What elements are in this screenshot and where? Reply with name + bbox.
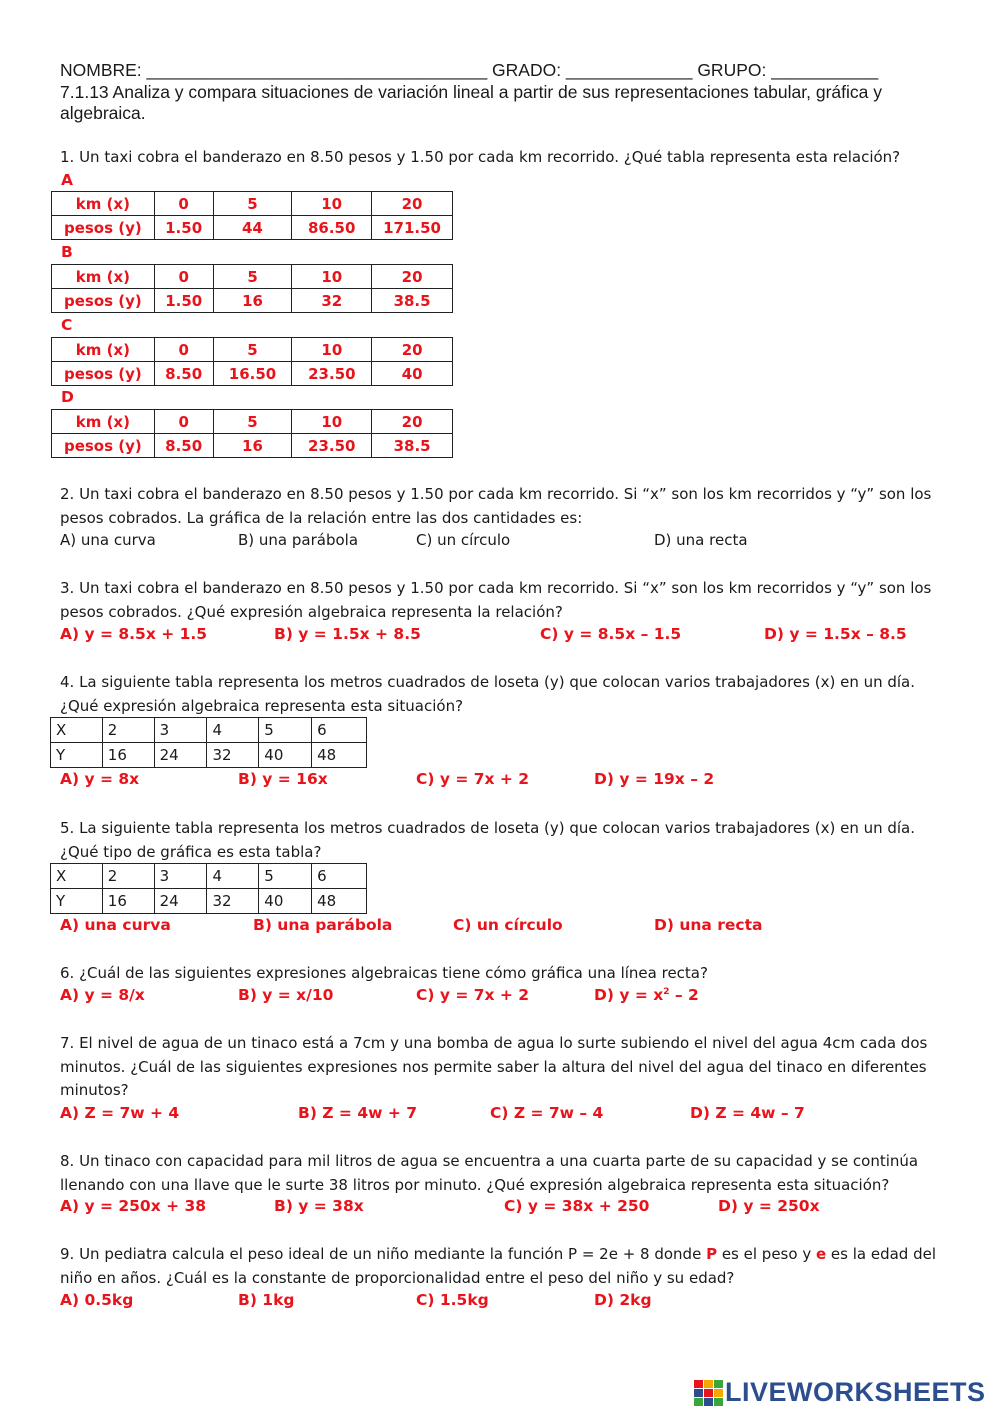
table-c-label: C xyxy=(61,316,73,334)
table-cell: 0 xyxy=(154,192,213,216)
table-cell: 20 xyxy=(372,265,453,289)
table-cell: 20 xyxy=(372,192,453,216)
table-cell: 0 xyxy=(154,265,213,289)
q8-option-d[interactable]: D) y = 250x xyxy=(718,1197,820,1215)
question-2-text: 2. Un taxi cobra el banderazo en 8.50 pesos y 1.50 por cada km recorrido. Si “x” son los km recorridos y “y” son los pesos cobrados. La gráfica de la relación entre las dos cantidades es: xyxy=(60,485,932,527)
table-cell: 38.5 xyxy=(372,289,453,313)
q4-option-a[interactable]: A) y = 8x xyxy=(60,770,140,788)
table-cell: 0 xyxy=(154,338,213,362)
table-d xyxy=(51,409,453,458)
table-cell: 16.50 xyxy=(213,362,292,386)
table-cell: 24 xyxy=(154,889,207,914)
table-cell: 6 xyxy=(312,718,367,743)
q9-var-e: e xyxy=(815,1245,827,1263)
question-6-text: 6. ¿Cuál de las siguientes expresiones algebraicas tiene cómo gráfica una línea recta? xyxy=(60,964,708,982)
table-cell: km (x) xyxy=(52,192,155,216)
table-cell: 0 xyxy=(154,410,213,434)
table-cell: 4 xyxy=(207,718,259,743)
table-cell: 5 xyxy=(259,718,312,743)
table-cell: 38.5 xyxy=(372,434,453,458)
question-1-text: 1. Un taxi cobra el banderazo en 8.50 pesos y 1.50 por cada km recorrido. ¿Qué tabla representa esta relación? xyxy=(60,148,901,166)
table-c xyxy=(51,337,453,386)
table-cell: 1.50 xyxy=(154,289,213,313)
q2-option-c[interactable]: C) un círculo xyxy=(416,531,511,549)
q5-option-b[interactable]: B) una parábola xyxy=(253,916,393,934)
table-cell: 32 xyxy=(207,743,259,768)
q6-option-a[interactable]: A) y = 8/x xyxy=(60,986,145,1004)
table-cell: pesos (y) xyxy=(52,362,155,386)
table-cell: pesos (y) xyxy=(52,289,155,313)
table-cell: km (x) xyxy=(52,265,155,289)
table-cell: 10 xyxy=(292,410,372,434)
table-cell: 40 xyxy=(372,362,453,386)
table-cell: 16 xyxy=(102,889,154,914)
q6-option-d-base: D) y = x xyxy=(594,986,664,1004)
exponent: 2 xyxy=(663,986,670,997)
q8-option-a[interactable]: A) y = 250x + 38 xyxy=(60,1197,207,1215)
table-cell: 48 xyxy=(312,889,367,914)
table-cell: X xyxy=(51,718,103,743)
table-cell: 86.50 xyxy=(292,216,372,240)
q9-var-p: P xyxy=(706,1245,718,1263)
table-cell: 16 xyxy=(213,434,292,458)
table-cell: 3 xyxy=(154,864,207,889)
table-cell: 171.50 xyxy=(372,216,453,240)
question-7-text: 7. El nivel de agua de un tinaco está a 7cm y una bomba de agua lo surte subiendo el nivel del agua 4cm cada dos minutos. ¿Cuál de las siguientes expresiones nos permite saber la altura del nivel del agua del tinaco en diferentes minutos? xyxy=(60,1034,928,1099)
logo-square xyxy=(694,1398,703,1406)
logo-mark-icon xyxy=(694,1380,722,1406)
table-b xyxy=(51,264,453,313)
q9-text-b: es el peso y xyxy=(717,1245,816,1263)
table-cell: 5 xyxy=(213,265,292,289)
table-cell: 24 xyxy=(154,743,207,768)
table-cell: X xyxy=(51,864,103,889)
logo-square xyxy=(694,1380,703,1388)
question-8-text: 8. Un tinaco con capacidad para mil litros de agua se encuentra a una cuarta parte de su capacidad y se continúa llenando con una llave que le surte 38 litros por minuto. ¿Qué expresión algebraica representa esta situación? xyxy=(60,1152,919,1194)
q2-option-b[interactable]: B) una parábola xyxy=(238,531,359,549)
q3-option-b[interactable]: B) y = 1.5x + 8.5 xyxy=(274,625,421,643)
q4-option-d[interactable]: D) y = 19x – 2 xyxy=(594,770,715,788)
q9-text-c: es la edad del niño en años. ¿Cuál es la constante de proporcionalidad entre el peso del niño y su edad? xyxy=(60,1245,937,1287)
q6-option-b[interactable]: B) y = x/10 xyxy=(238,986,334,1004)
q7-option-c[interactable]: C) Z = 7w – 4 xyxy=(490,1104,604,1122)
table-b-label: B xyxy=(61,243,73,261)
table-cell: 32 xyxy=(292,289,372,313)
table-cell: 20 xyxy=(372,410,453,434)
q3-option-c[interactable]: C) y = 8.5x – 1.5 xyxy=(540,625,682,643)
q4-table xyxy=(50,717,367,768)
table-cell: 16 xyxy=(213,289,292,313)
q6-option-d-tail: – 2 xyxy=(669,986,699,1004)
q7-option-d[interactable]: D) Z = 4w – 7 xyxy=(690,1104,805,1122)
q8-option-b[interactable]: B) y = 38x xyxy=(274,1197,364,1215)
q9-option-d[interactable]: D) 2kg xyxy=(594,1291,652,1309)
q9-option-c[interactable]: C) 1.5kg xyxy=(416,1291,489,1309)
q3-option-a[interactable]: A) y = 8.5x + 1.5 xyxy=(60,625,208,643)
q2-option-a[interactable]: A) una curva xyxy=(60,531,156,549)
table-a xyxy=(51,191,453,240)
logo-square xyxy=(704,1380,713,1388)
table-cell: 8.50 xyxy=(154,362,213,386)
logo-square xyxy=(714,1380,723,1388)
name-grade-group-line: NOMBRE: ___________________________________ GRADO: _____________ GRUPO: ___________ xyxy=(60,60,879,80)
table-cell: 1.50 xyxy=(154,216,213,240)
learning-objective: 7.1.13 Analiza y compara situaciones de variación lineal a partir de sus representaciones tabular, gráfica y algebraica. xyxy=(60,82,882,123)
table-cell: 23.50 xyxy=(292,362,372,386)
table-cell: 2 xyxy=(102,718,154,743)
q3-option-d[interactable]: D) y = 1.5x – 8.5 xyxy=(764,625,907,643)
table-cell: Y xyxy=(51,743,103,768)
q5-option-a[interactable]: A) una curva xyxy=(60,916,171,934)
table-d-label: D xyxy=(61,388,74,406)
table-cell: km (x) xyxy=(52,338,155,362)
table-cell: 10 xyxy=(292,192,372,216)
question-3-text: 3. Un taxi cobra el banderazo en 8.50 pesos y 1.50 por cada km recorrido. Si “x” son los km recorridos y “y” son los pesos cobrados. ¿Qué expresión algebraica representa la relación? xyxy=(60,579,932,621)
table-cell: 2 xyxy=(102,864,154,889)
q9-option-a[interactable]: A) 0.5kg xyxy=(60,1291,134,1309)
q6-option-c[interactable]: C) y = 7x + 2 xyxy=(416,986,530,1004)
table-cell: 10 xyxy=(292,338,372,362)
table-cell: 5 xyxy=(213,338,292,362)
table-cell: 6 xyxy=(312,864,367,889)
logo-square xyxy=(714,1389,723,1397)
table-cell: 44 xyxy=(213,216,292,240)
question-9-text xyxy=(60,1243,945,1290)
table-cell: 4 xyxy=(207,864,259,889)
table-cell: 40 xyxy=(259,889,312,914)
q7-option-a[interactable]: A) Z = 7w + 4 xyxy=(60,1104,180,1122)
table-cell: 16 xyxy=(102,743,154,768)
q7-option-b[interactable]: B) Z = 4w + 7 xyxy=(298,1104,417,1122)
table-cell: Y xyxy=(51,889,103,914)
table-cell: 40 xyxy=(259,743,312,768)
table-cell: km (x) xyxy=(52,410,155,434)
logo-square xyxy=(694,1389,703,1397)
q5-option-d[interactable]: D) una recta xyxy=(654,916,763,934)
question-5-text: 5. La siguiente tabla representa los metros cuadrados de loseta (y) que colocan varios trabajadores (x) en un día. ¿Qué tipo de gráfica es esta tabla? xyxy=(60,819,916,861)
logo-text: LIVEWORKSHEETS xyxy=(725,1377,986,1407)
logo-square xyxy=(704,1389,713,1397)
table-cell: pesos (y) xyxy=(52,216,155,240)
liveworksheets-logo xyxy=(694,1377,986,1408)
q5-option-c[interactable]: C) un círculo xyxy=(453,916,563,934)
q4-option-b[interactable]: B) y = 16x xyxy=(238,770,328,788)
table-cell: 5 xyxy=(213,410,292,434)
q9-option-b[interactable]: B) 1kg xyxy=(238,1291,295,1309)
logo-square xyxy=(714,1398,723,1406)
logo-square xyxy=(704,1398,713,1406)
table-cell: 20 xyxy=(372,338,453,362)
table-cell: 32 xyxy=(207,889,259,914)
table-cell: pesos (y) xyxy=(52,434,155,458)
question-4-text: 4. La siguiente tabla representa los metros cuadrados de loseta (y) que colocan varios trabajadores (x) en un día. ¿Qué expresión algebraica representa esta situación? xyxy=(60,673,916,715)
table-cell: 23.50 xyxy=(292,434,372,458)
table-cell: 5 xyxy=(213,192,292,216)
q6-option-d[interactable] xyxy=(594,986,699,1004)
q9-text-a: 9. Un pediatra calcula el peso ideal de un niño mediante la función P = 2e + 8 donde xyxy=(60,1245,707,1263)
q5-table xyxy=(50,863,367,914)
q2-option-d[interactable]: D) una recta xyxy=(654,531,748,549)
table-cell: 5 xyxy=(259,864,312,889)
q4-option-c[interactable]: C) y = 7x + 2 xyxy=(416,770,530,788)
table-cell: 3 xyxy=(154,718,207,743)
table-cell: 48 xyxy=(312,743,367,768)
table-cell: 8.50 xyxy=(154,434,213,458)
table-a-label: A xyxy=(61,171,73,189)
table-cell: 10 xyxy=(292,265,372,289)
q8-option-c[interactable]: C) y = 38x + 250 xyxy=(504,1197,650,1215)
